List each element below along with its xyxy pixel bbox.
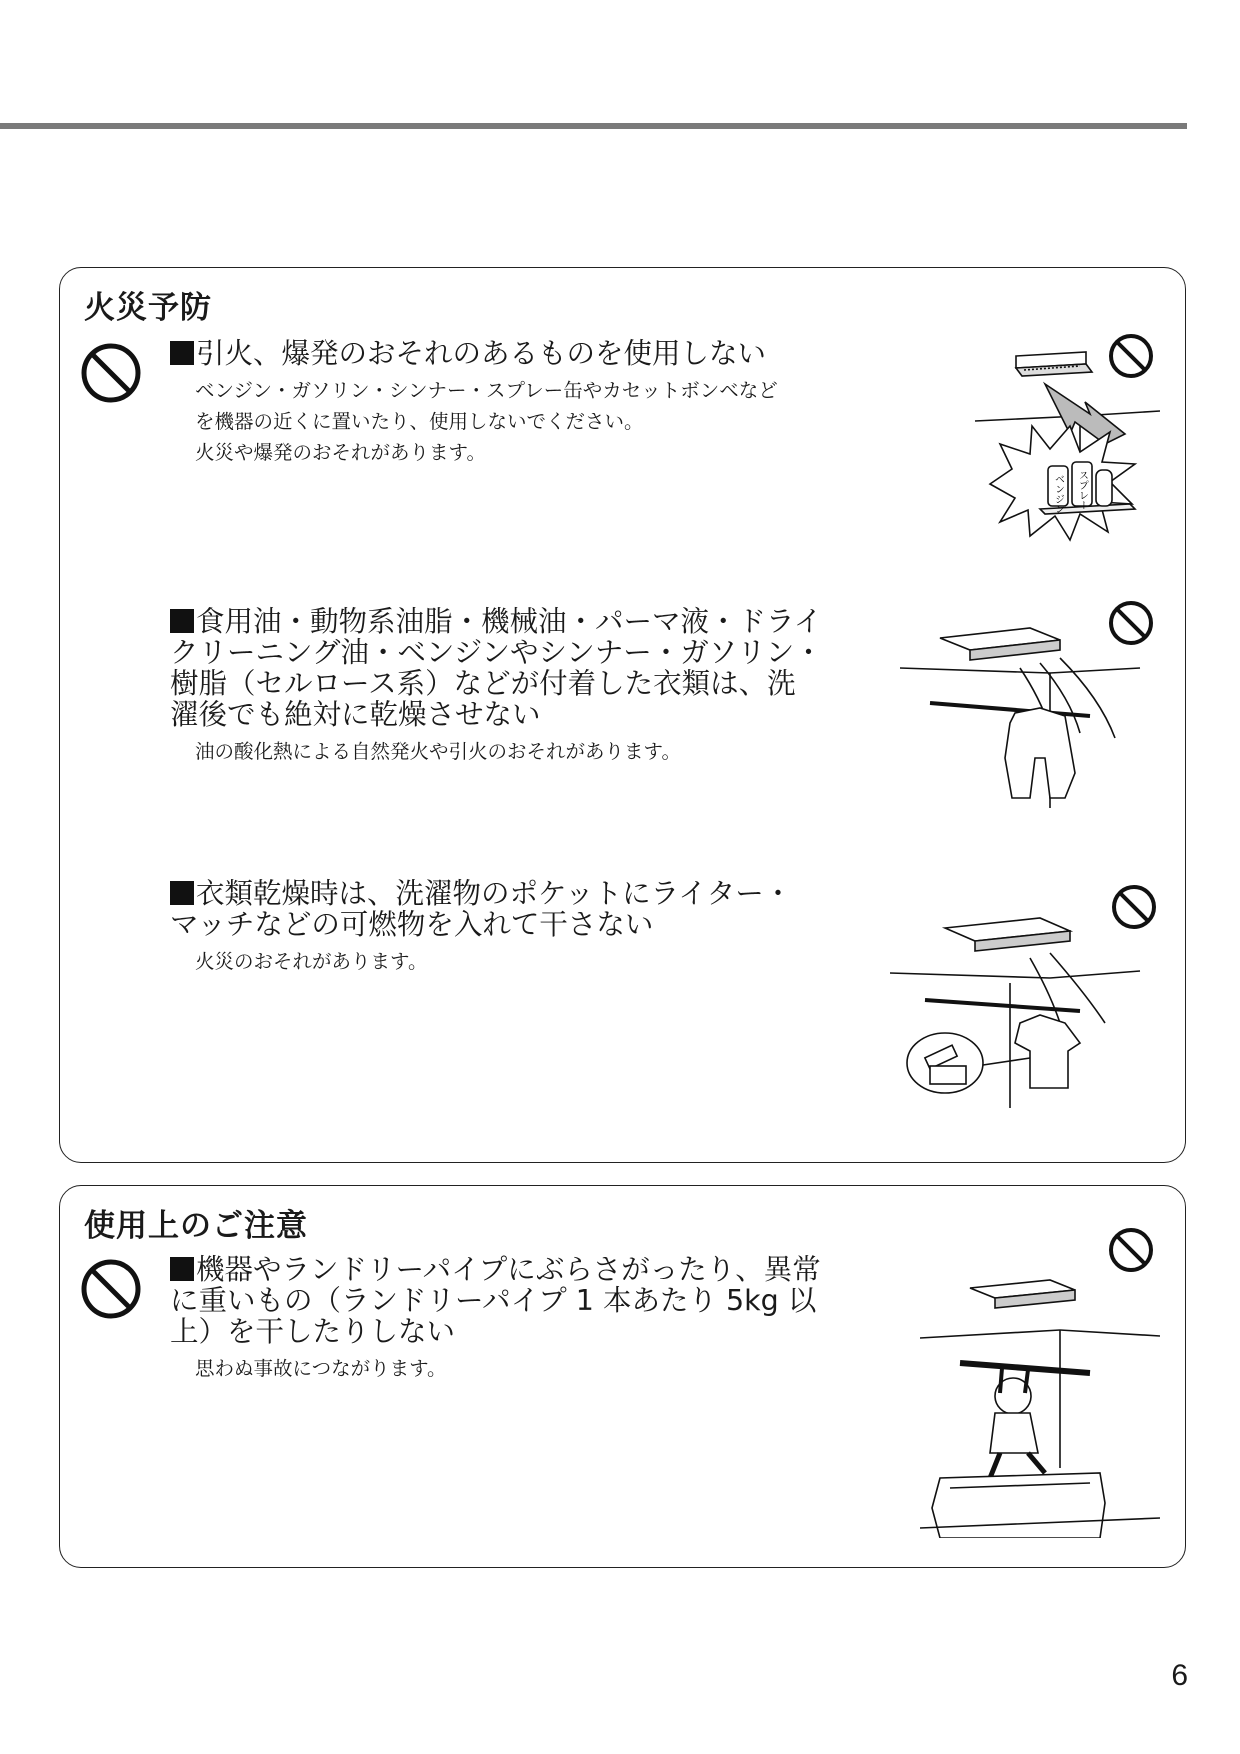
item-heading-text: 機器やランドリーパイプにぶらさがったり、異常 に重いもの（ランドリーパイプ 1 本あたり 5kg 以 上）を干したりしない xyxy=(170,1253,821,1348)
prohibition-icon xyxy=(79,1257,143,1321)
prohibition-icon xyxy=(79,341,143,405)
illustration-flammables-near-device xyxy=(920,304,1160,544)
usage-notes-panel xyxy=(59,1185,1186,1568)
illustration-oily-clothes-drying xyxy=(900,598,1160,818)
item-body: ベンジン・ガソリン・シンナー・スプレー缶やカセットボンベなど を機器の近くに置いたり、使用しないでください。 火災や爆発のおそれがあります。 xyxy=(195,379,778,464)
item-heading-text: 食用油・動物系油脂・機械油・パーマ液・ドライ クリーニング油・ベンジンやシンナー・ガソリン・ 樹脂（セルロース系）などが付着した衣類は、洗 濯後でも絶対に乾燥させない xyxy=(170,605,823,731)
illustration-label-spray: スプレー xyxy=(1076,470,1088,510)
item-heading-text: 引火、爆発のおそれのあるものを使用しない xyxy=(196,337,767,370)
top-rule xyxy=(0,123,1187,129)
section-title-fire-prevention: 火災予防 xyxy=(84,290,212,326)
fire-prevention-panel xyxy=(59,267,1186,1163)
item-heading xyxy=(170,878,940,940)
item-body: 火災のおそれがあります。 xyxy=(195,950,428,973)
item-heading-text: 衣類乾燥時は、洗濯物のポケットにライター・ マッチなどの可燃物を入れて干さない xyxy=(170,877,793,941)
bullet-square xyxy=(170,881,194,905)
bullet-square xyxy=(170,341,194,365)
item-body: 思わぬ事故につながります。 xyxy=(195,1357,447,1380)
warning-item-pocket-flammables xyxy=(170,878,940,977)
illustration-label-benzine: ベンジン xyxy=(1052,474,1064,514)
bullet-square xyxy=(170,609,194,633)
item-heading xyxy=(170,338,940,369)
warning-item-flammables xyxy=(170,338,940,468)
bullet-square xyxy=(170,1257,194,1281)
warning-item-hanging-on-pipe xyxy=(170,1254,940,1384)
illustration-lighter-in-pocket xyxy=(890,883,1160,1113)
illustration-child-hanging-on-pipe xyxy=(920,1218,1160,1538)
section-title-usage-notes: 使用上のご注意 xyxy=(84,1208,308,1244)
page-number: 6 xyxy=(1171,1659,1188,1692)
warning-item-oily-clothes xyxy=(170,606,940,767)
item-heading xyxy=(170,1254,940,1347)
item-body: 油の酸化熱による自然発火や引火のおそれがあります。 xyxy=(195,740,681,763)
item-heading xyxy=(170,606,940,730)
